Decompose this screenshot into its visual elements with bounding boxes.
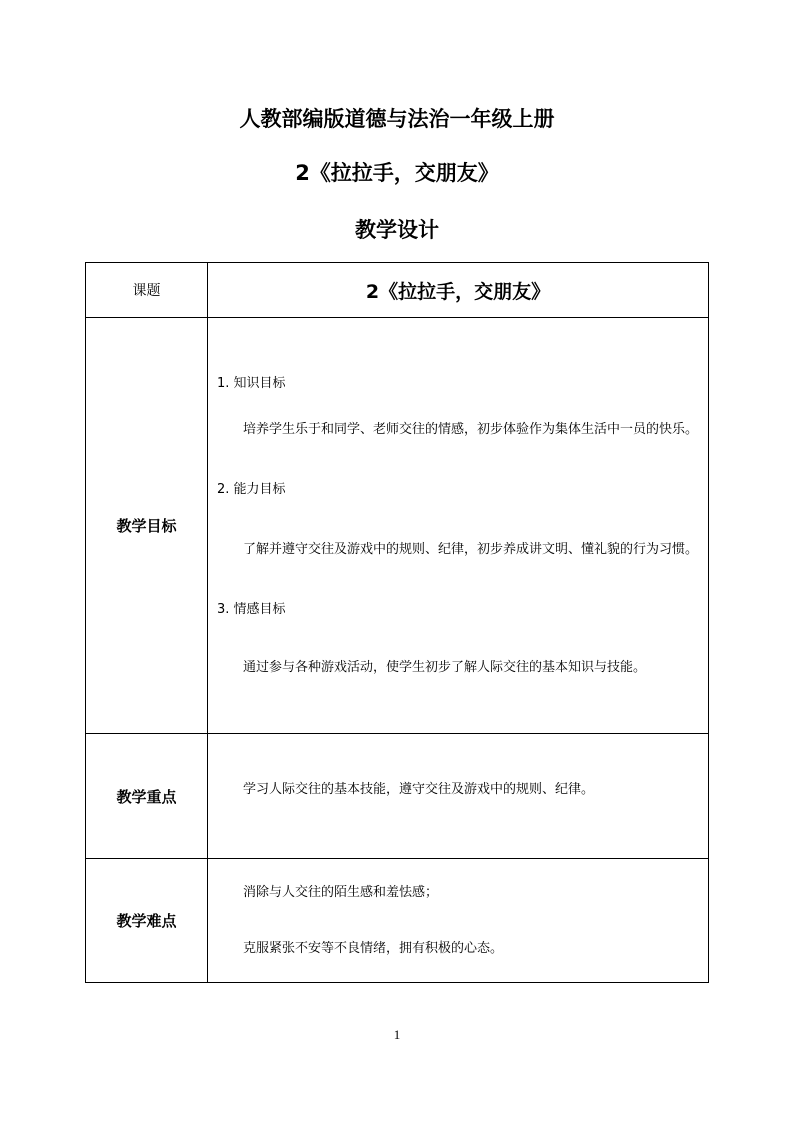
subject-label: 课题: [86, 263, 208, 318]
key-points-text: 学习人际交往的基本技能，遵守交往及游戏中的规则、纪律。: [243, 782, 595, 797]
objectives-row: [86, 318, 709, 734]
emotion-objective-text: 通过参与各种游戏活动，使学生初步了解人际交往的基本知识与技能。: [243, 659, 647, 675]
objectives-cell: [208, 318, 709, 734]
lesson-title: 2《拉拉手，交朋友》: [295, 161, 499, 185]
difficulties-row: [86, 859, 709, 983]
difficulties-label: 教学难点: [86, 859, 208, 983]
document-subtitle: 教学设计: [355, 218, 439, 242]
ability-objective-heading: 2. 能力目标: [217, 481, 286, 497]
key-points-cell: [208, 734, 709, 859]
knowledge-objective-text: 培养学生乐于和同学、老师交往的情感，初步体验作为集体生活中一员的快乐。: [243, 421, 699, 437]
emotion-objective-heading: 3. 情感目标: [217, 601, 286, 617]
subject-row: [86, 263, 709, 318]
document-title: 人教部编版道德与法治一年级上册: [239, 107, 555, 131]
objectives-label: 教学目标: [86, 318, 208, 734]
page-number: 1: [393, 1027, 401, 1042]
difficulties-line-2: 克服紧张不安等不良情绪，拥有积极的心态。: [243, 940, 504, 956]
ability-objective-text: 了解并遵守交往及游戏中的规则、纪律，初步养成讲文明、懂礼貌的行为习惯。: [243, 541, 699, 557]
key-points-row: [86, 734, 709, 859]
knowledge-objective-heading: 1. 知识目标: [217, 375, 286, 391]
difficulties-line-1: 消除与人交往的陌生感和羞怯感；: [243, 884, 439, 900]
subject-value: 2《拉拉手，交朋友》: [208, 263, 709, 318]
lesson-plan-table: [85, 262, 709, 983]
key-points-label: 教学重点: [86, 734, 208, 859]
difficulties-cell: [208, 859, 709, 983]
